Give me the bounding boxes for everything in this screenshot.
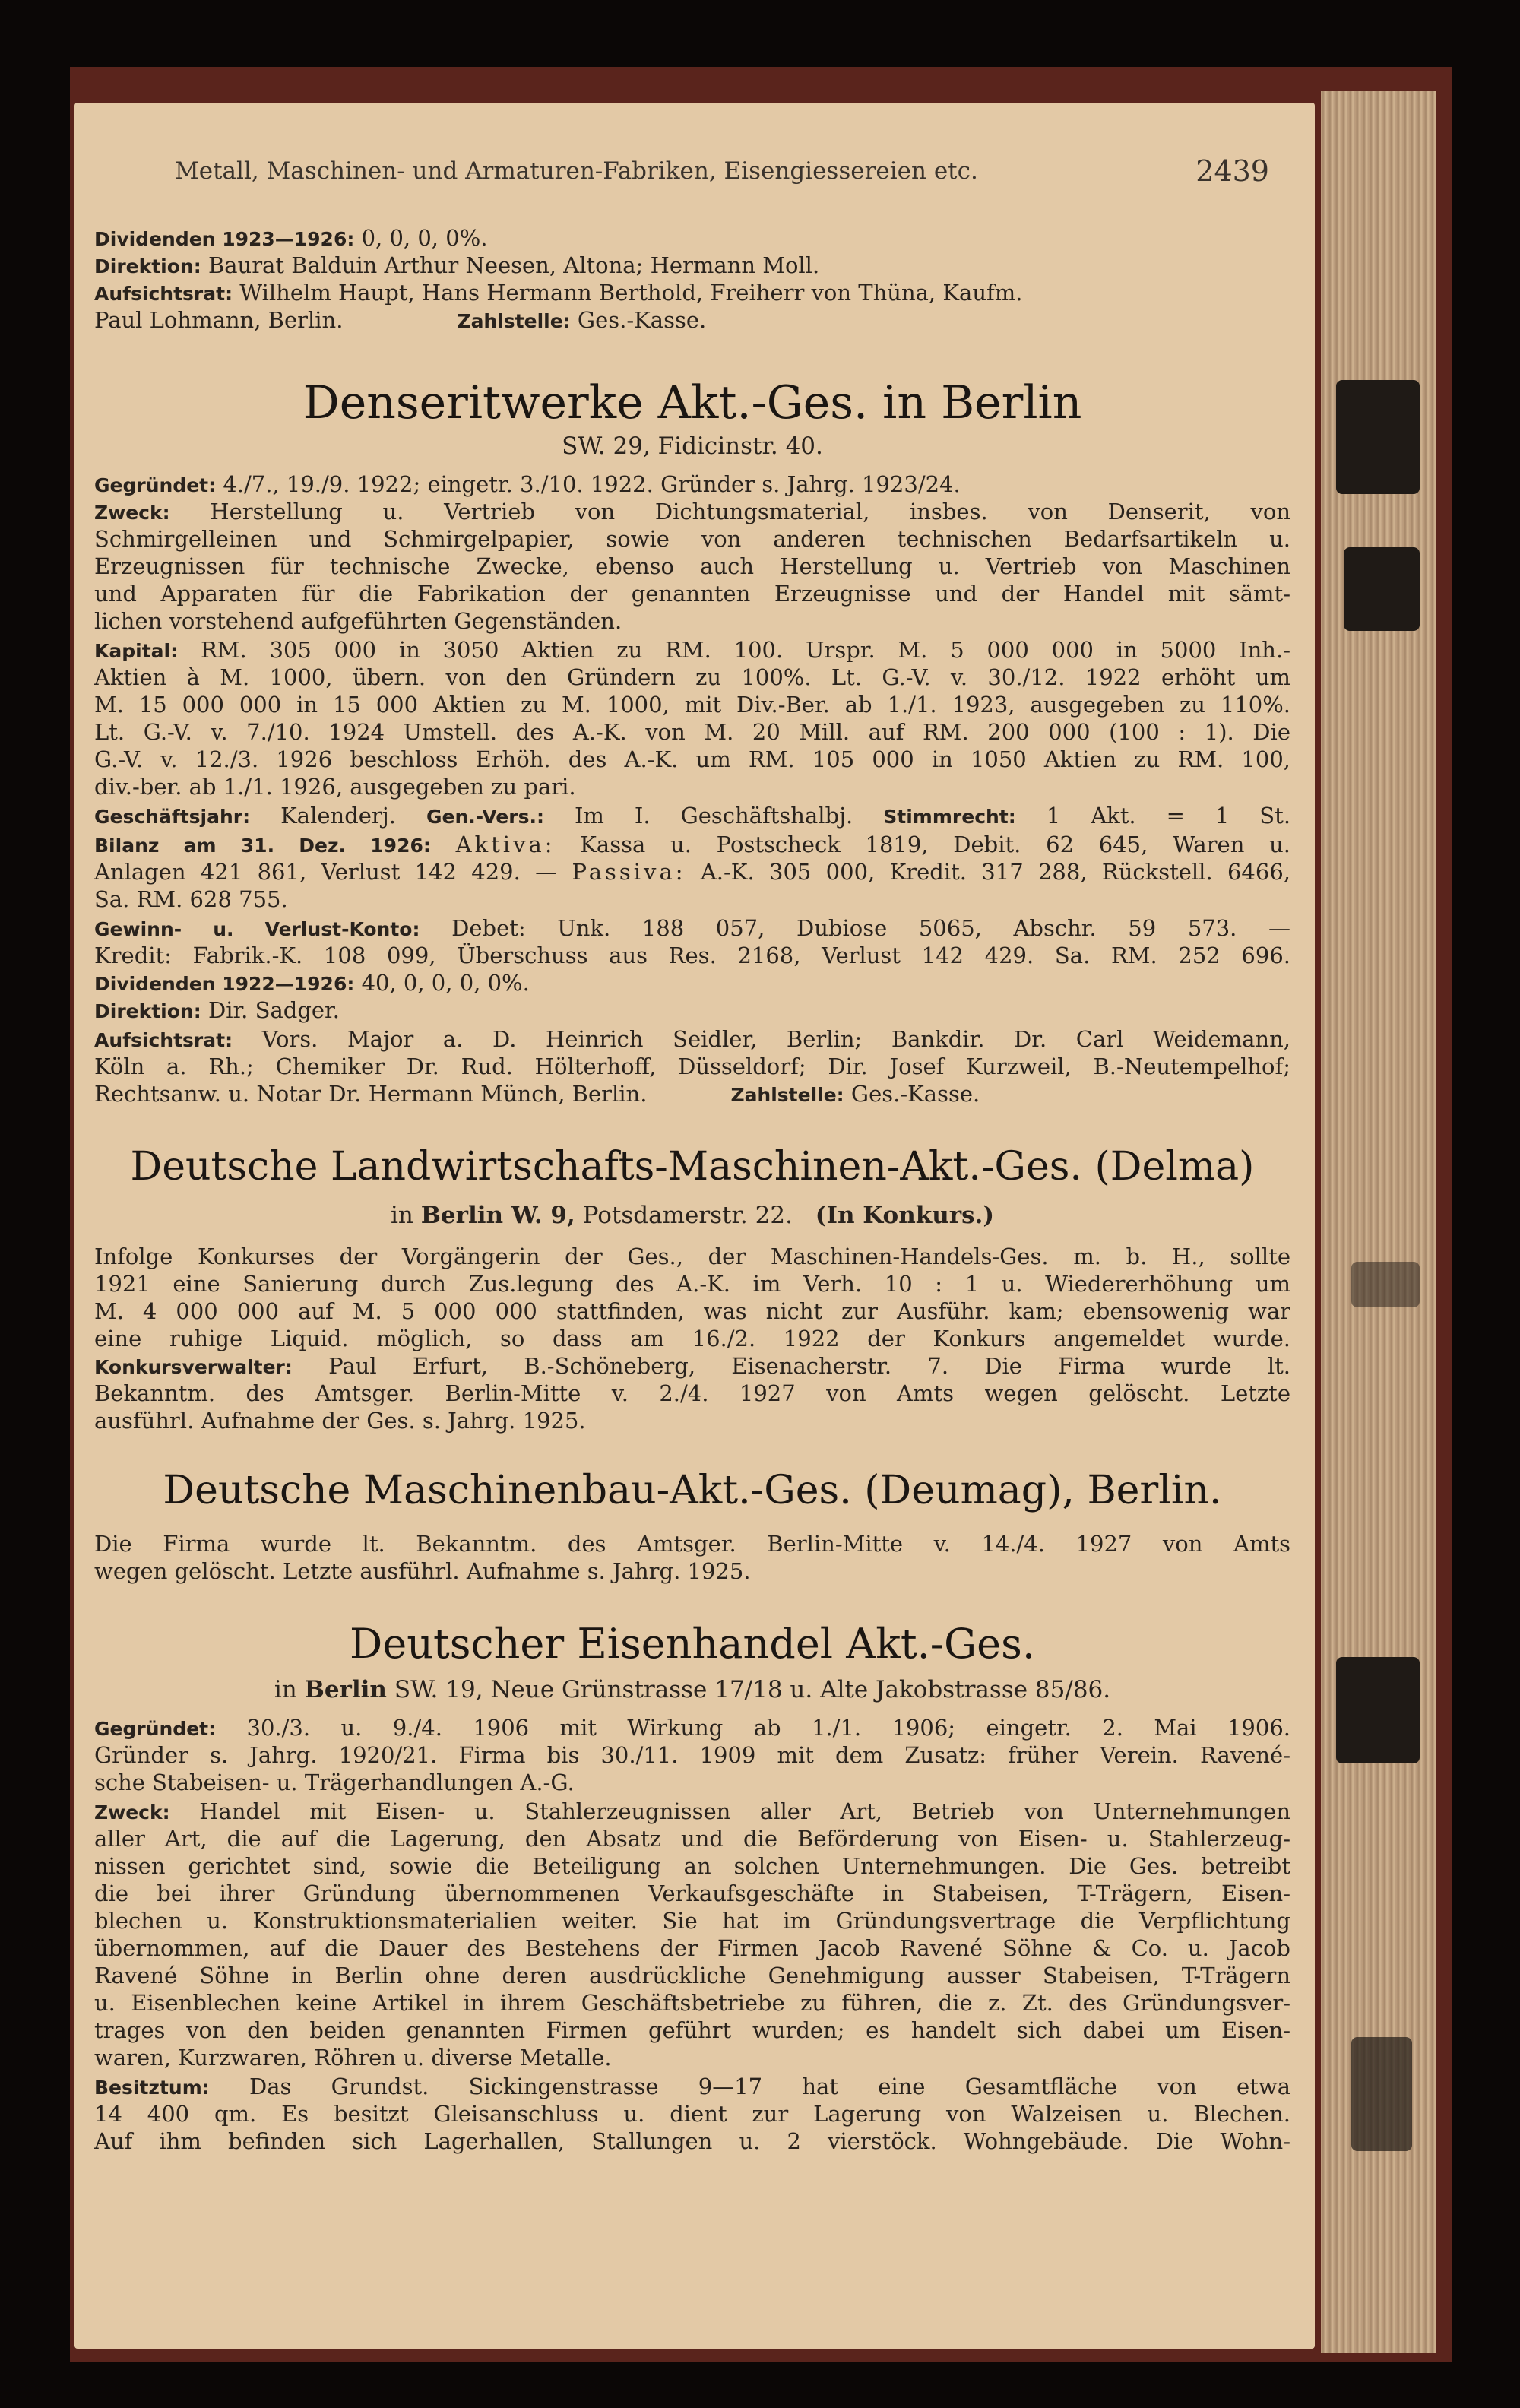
text: Kassa u. Postscheck 1819, Debit. 62 645, Waren u.	[580, 832, 1290, 857]
page-header	[175, 154, 1269, 195]
text-line: waren, Kurzwaren, Röhren u. diverse Metalle.	[94, 2045, 612, 2071]
label: Dividenden 1922—1926:	[94, 973, 355, 995]
text-line: Erzeugnissen für technische Zwecke, ebenso auch Herstellung u. Vertrieb von Maschinen	[94, 553, 1290, 579]
page-number: 2439	[1195, 154, 1269, 188]
label: Gegründet:	[94, 474, 217, 496]
value: Dir. Sadger.	[207, 997, 340, 1023]
entry-title-eisenhandel: Deutscher Eisenhandel Akt.-Ges.	[349, 1620, 1036, 1668]
eisenhandel-zweck	[94, 1798, 1290, 1827]
denserit-address: SW. 29, Fidicinstr. 40.	[562, 432, 823, 460]
value: 0, 0, 0, 0%.	[361, 225, 488, 251]
value: 40, 0, 0, 0, 0%.	[361, 970, 530, 996]
denserit-gegruendet	[94, 471, 1290, 499]
running-title: Metall, Maschinen- und Armaturen-Fabriken, Eisengiessereien etc.	[175, 157, 978, 185]
text-line: M. 4 000 000 auf M. 5 000 000 stattfinden, was nicht zur Ausführ. kam; ebensowenig war	[94, 1298, 1290, 1324]
edge-shadow	[1336, 1657, 1420, 1763]
label: Aufsichtsrat:	[94, 1029, 233, 1051]
text: Debet: Unk. 188 057, Dubiose 5065, Abschr. 59 573. —	[451, 915, 1290, 941]
address: SW. 19, Neue Grünstrasse 17/18 u. Alte Jakobstrasse 85/86.	[394, 1676, 1111, 1703]
value: Kalenderj.	[280, 803, 396, 829]
label: Konkursverwalter:	[94, 1356, 293, 1378]
denserit-kapital	[94, 636, 1290, 665]
denserit-dividenden	[94, 969, 1290, 998]
delma-konkursverwalter	[94, 1352, 1290, 1381]
text: in	[274, 1676, 297, 1703]
eisenhandel-subtitle	[94, 1676, 1290, 1703]
edge-shadow	[1351, 2037, 1412, 2151]
text: Handel mit Eisen- u. Stahlerzeugnissen aller Art, Betrieb von Unternehmungen	[199, 1798, 1290, 1824]
label: Aufsichtsrat:	[94, 283, 233, 305]
denserit-geschaeftsjahr	[94, 802, 1290, 831]
text: in	[390, 1202, 413, 1229]
label: Geschäftsjahr:	[94, 806, 251, 828]
value: 1 Akt. = 1 St.	[1046, 803, 1290, 829]
label: Bilanz am 31. Dez. 1926:	[94, 835, 431, 857]
value: Im I. Geschäftshalbj.	[574, 803, 853, 829]
text-line: lichen vorstehend aufgeführten Gegenständen.	[94, 608, 622, 634]
label: Gen.-Vers.:	[426, 806, 544, 828]
text: Das Grundst. Sickingenstrasse 9—17 hat eine Gesamtfläche von etwa	[249, 2074, 1290, 2099]
label: Dividenden 1923—1926:	[94, 228, 355, 250]
label: Passiva:	[572, 859, 686, 885]
prev-line4	[94, 306, 1290, 335]
label: Direktion:	[94, 1000, 201, 1022]
denserit-aufsichtsrat	[94, 1025, 1290, 1054]
text-line: und Apparaten für die Fabrikation der genannten Erzeugnisse und der Handel mit sämt-	[94, 581, 1290, 607]
text-line: 1921 eine Sanierung durch Zus.legung des A.-K. im Verh. 10 : 1 u. Wiedererhöhung um	[94, 1271, 1290, 1297]
label: Stimmrecht:	[883, 806, 1016, 828]
text-line: Infolge Konkurses der Vorgängerin der Ges., der Maschinen-Handels-Ges. m. b. H., sollte	[94, 1244, 1290, 1269]
text-line: 14 400 qm. Es besitzt Gleisanschluss u. dient zur Lagerung von Walzeisen u. Blechen.	[94, 2101, 1290, 2127]
city: Berlin	[304, 1676, 387, 1703]
text-line: übernommen, auf die Dauer des Bestehens der Firmen Jacob Ravené Söhne & Co. u. Jacob	[94, 1935, 1290, 1961]
text: Herstellung u. Vertrieb von Dichtungsmaterial, insbes. von Denserit, von	[210, 499, 1290, 524]
denserit-direktion	[94, 996, 1290, 1025]
text: 30./3. u. 9./4. 1906 mit Wirkung ab 1./1. 1906; eingetr. 2. Mai 1906.	[246, 1715, 1290, 1741]
text-line: eine ruhige Liquid. möglich, so dass am 16./2. 1922 der Konkurs angemeldet wurde.	[94, 1326, 1290, 1351]
edge-shadow	[1344, 547, 1420, 631]
text-line: sche Stabeisen- u. Trägerhandlungen A.-G.	[94, 1770, 575, 1795]
text-line: div.-ber. ab 1./1. 1926, ausgegeben zu pari.	[94, 774, 576, 800]
value: 4./7., 19./9. 1922; eingetr. 3./10. 1922. Gründer s. Jahrg. 1923/24.	[223, 471, 961, 497]
label: Gewinn- u. Verlust-Konto:	[94, 918, 420, 940]
text-line: trages von den beiden genannten Firmen geführt wurden; es handelt sich dabei um Eisen-	[94, 2017, 1290, 2043]
value: Ges.-Kasse.	[850, 1081, 980, 1107]
text: RM. 305 000 in 3050 Aktien zu RM. 100. Urspr. M. 5 000 000 in 5000 Inh.-	[200, 637, 1290, 663]
prev-dividenden	[94, 224, 1290, 253]
text: Paul Lohmann, Berlin.	[94, 307, 344, 333]
edge-shadow	[1336, 380, 1420, 494]
text-line: Köln a. Rh.; Chemiker Dr. Rud. Hölterhoff, Düsseldorf; Dir. Josef Kurzweil, B.-Neutempelhof;	[94, 1054, 1290, 1079]
label: Zahlstelle:	[730, 1084, 844, 1106]
delma-subtitle	[94, 1202, 1290, 1229]
text-line: Auf ihm befinden sich Lagerhallen, Stallungen u. 2 vierstöck. Wohngebäude. Die Wohn-	[94, 2128, 1290, 2154]
text-line: G.-V. v. 12./3. 1926 beschloss Erhöh. des A.-K. um RM. 105 000 in 1050 Aktien zu RM. 100,	[94, 746, 1290, 772]
prev-aufsichtsrat	[94, 279, 1290, 308]
text: A.-K. 305 000, Kredit. 317 288, Rückstell. 6466,	[700, 859, 1290, 885]
entry-title-delma: Deutsche Landwirtschafts-Maschinen-Akt.-Ges. (Delma)	[130, 1144, 1255, 1190]
text-line: ausführl. Aufnahme der Ges. s. Jahrg. 1925.	[94, 1408, 586, 1434]
label: Direktion:	[94, 255, 201, 277]
text-line: Bekanntm. des Amtsger. Berlin-Mitte v. 2./4. 1927 von Amts wegen gelöscht. Letzte	[94, 1380, 1290, 1406]
entry-title-denserit: Denseritwerke Akt.-Ges. in Berlin	[302, 376, 1082, 429]
text-line: Ravené Söhne in Berlin ohne deren ausdrückliche Genehmigung ausser Stabeisen, T-Trägern	[94, 1963, 1290, 1988]
eisenhandel-gegruendet	[94, 1714, 1290, 1743]
label: Zweck:	[94, 502, 170, 524]
text-line: M. 15 000 000 in 15 000 Aktien zu M. 1000, mit Div.-Ber. ab 1./1. 1923, ausgegeben zu 110%.	[94, 692, 1290, 718]
label: Aktiva:	[455, 832, 556, 857]
book-page	[74, 103, 1315, 2349]
entry-title-deumag: Deutsche Maschinenbau-Akt.-Ges. (Deumag), Berlin.	[163, 1468, 1222, 1513]
text-line: Aktien à M. 1000, übern. von den Gründern zu 100%. Lt. G.-V. v. 30./12. 1922 erhöht um	[94, 664, 1290, 690]
text-line: blechen u. Konstruktionsmaterialien weiter. Sie hat im Gründungsvertrage die Verpflichtung	[94, 1908, 1290, 1934]
text-line: Kredit: Fabrik.-K. 108 099, Überschuss aus Res. 2168, Verlust 142 429. Sa. RM. 252 696.	[94, 943, 1290, 968]
text-line: wegen gelöscht. Letzte ausführl. Aufnahme s. Jahrg. 1925.	[94, 1558, 751, 1584]
text: Paul Erfurt, B.-Schöneberg, Eisenacherstr. 7. Die Firma wurde lt.	[328, 1353, 1290, 1379]
address: Potsdamerstr. 22.	[582, 1202, 793, 1229]
text-line: aller Art, die auf die Lagerung, den Absatz und die Beförderung von Eisen- u. Stahlerzeug-	[94, 1826, 1290, 1852]
label: Besitztum:	[94, 2077, 210, 2099]
value: Wilhelm Haupt, Hans Hermann Berthold, Freiherr von Thüna, Kaufm.	[239, 280, 1023, 306]
denserit-gv-konto	[94, 914, 1290, 943]
status: (In Konkurs.)	[815, 1202, 995, 1229]
denserit-bilanz	[94, 831, 1290, 860]
text: Vors. Major a. D. Heinrich Seidler, Berlin; Bankdir. Dr. Carl Weidemann,	[261, 1026, 1290, 1052]
denserit-zweck	[94, 498, 1290, 527]
text-line: nissen gerichtet sind, sowie die Beteiligung an solchen Unternehmungen. Die Ges. betreibt	[94, 1853, 1290, 1879]
text-line: Sa. RM. 628 755.	[94, 886, 288, 912]
label: Zahlstelle:	[457, 310, 571, 332]
text: Rechtsanw. u. Notar Dr. Hermann Münch, Berlin.	[94, 1081, 648, 1107]
eisenhandel-besitztum	[94, 2073, 1290, 2102]
label: Gegründet:	[94, 1718, 217, 1740]
text-line: die bei ihrer Gründung übernommenen Verkaufsgeschäfte in Stabeisen, T-Trägern, Eisen-	[94, 1880, 1290, 1906]
edge-shadow	[1351, 1262, 1420, 1307]
denserit-bilanz-2	[94, 858, 1290, 886]
prev-direktion	[94, 252, 1290, 280]
label: Zweck:	[94, 1801, 170, 1823]
text-line: Gründer s. Jahrg. 1920/21. Firma bis 30./11. 1909 mit dem Zusatz: früher Verein. Ravené-	[94, 1742, 1290, 1768]
text: Anlagen 421 861, Verlust 142 429. —	[94, 859, 558, 885]
denserit-ar-3	[94, 1080, 1290, 1109]
text-line: Schmirgelleinen und Schmirgelpapier, sowie von anderen technischen Bedarfsartikeln u.	[94, 526, 1290, 552]
book-page-edges	[1321, 91, 1436, 2353]
text-line: Lt. G.-V. v. 7./10. 1924 Umstell. des A.-K. von M. 20 Mill. auf RM. 200 000 (100 : 1). Die	[94, 719, 1290, 745]
city: Berlin W. 9,	[420, 1202, 575, 1229]
text-line: Die Firma wurde lt. Bekanntm. des Amtsger. Berlin-Mitte v. 14./4. 1927 von Amts	[94, 1531, 1290, 1557]
label: Kapital:	[94, 640, 179, 662]
value: Ges.-Kasse.	[577, 307, 707, 333]
text-line: u. Eisenblechen keine Artikel in ihrem Geschäftsbetriebe zu führen, die z. Zt. des Gründungsver-	[94, 1990, 1290, 2016]
value: Baurat Balduin Arthur Neesen, Altona; Hermann Moll.	[207, 252, 820, 278]
